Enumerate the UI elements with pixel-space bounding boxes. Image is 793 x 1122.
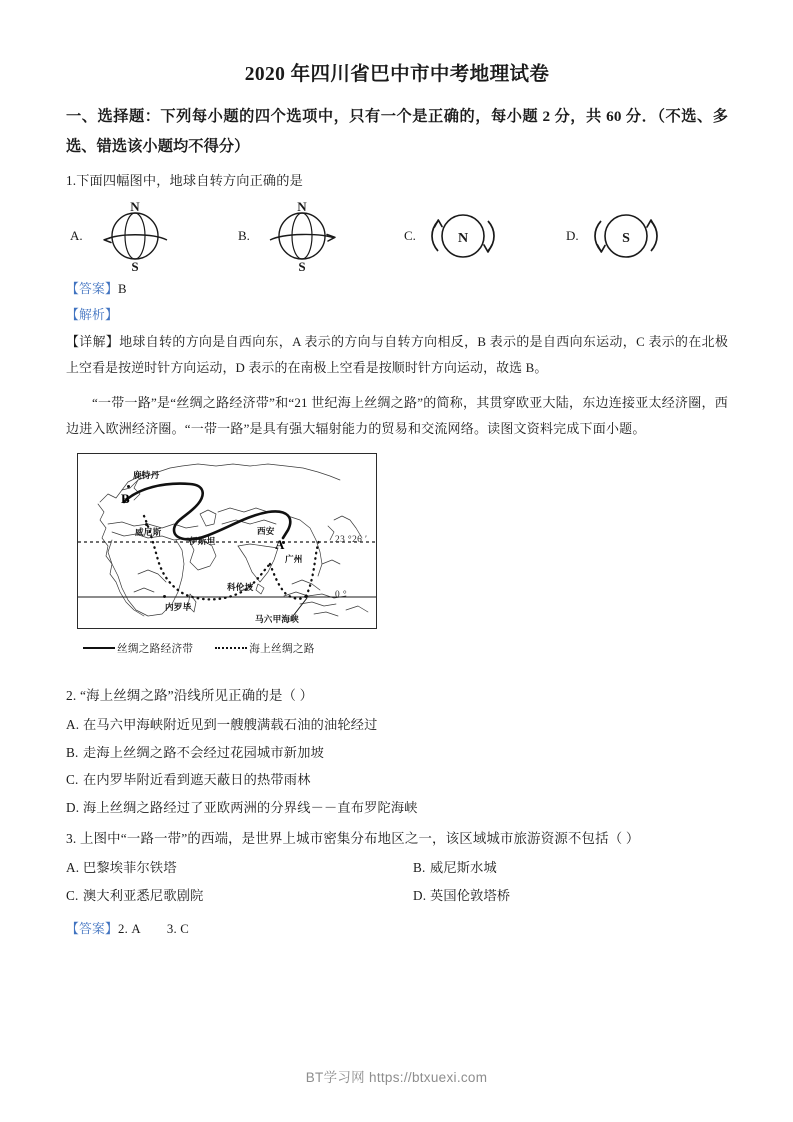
page-content [66,58,728,942]
question-3-options [66,854,728,910]
legend-solid-line-icon [83,647,115,649]
answer-value-q2: 2. A [118,921,141,936]
option-text: 巴黎埃菲尔铁塔 [83,859,177,875]
question-2-options [66,711,728,823]
analysis-tag: 【解析】 [66,307,118,322]
option-label: C. [66,772,79,788]
globe-a-north-label: N [129,198,140,214]
reading-passage: “一带一路”是“丝绸之路经济带”和“21 世纪海上丝绸之路”的简称，其贯穿欧亚大陆，东边连接亚太经济圈，西边进入欧洲经济圈。“一带一路”是具有强大辐射能力的贸易和交流网络。读图文资料完成下面小题。 [66,394,728,437]
map-label-rotterdam: 鹿特丹 [133,470,160,481]
map-label-nairobi: 内罗毕 [165,602,192,613]
option-label: C. [66,887,79,903]
map-marker-a: A [275,537,285,553]
section-heading: 一、选择题：下列每小题的四个选项中，只有一个是正确的，每小题 2 分，共 60 分．（不选、多选、错选该小题均不得分） [66,108,728,155]
option-text: 威尼斯水城 [430,859,497,875]
question-3-option-c[interactable] [66,882,397,910]
question-1-stem: 1.下面四幅图中，地球自转方向正确的是 [66,173,303,189]
map-graphic [78,454,376,628]
globe-diagram-b [254,198,350,274]
footer-watermark: BT学习网 https://btxuexi.com [305,1070,488,1085]
question-1-answer [66,276,728,302]
question-3-option-d[interactable] [397,882,728,910]
option-label: D. [66,800,80,816]
page-title: 2020 年四川省巴中市中考地理试卷 [244,64,550,85]
question-2-option-d[interactable] [66,794,728,822]
option-label: A. [66,859,80,875]
question-2-stem: 2. “海上丝绸之路”沿线所见正确的是（ ） [66,688,314,704]
answer-value: B [118,281,127,296]
map-label-venice: 威尼斯 [135,527,162,538]
legend-item-belt [83,641,193,656]
question-3-option-a[interactable] [66,854,397,882]
questions-2-3-answers [66,916,728,942]
latitude-label-equator: 0 ° [335,590,347,601]
polar-diagram-d [583,198,669,274]
latitude-label-tropic: 23 °26 ′ [335,535,368,546]
option-text: 海上丝绸之路经过了亚欧两洲的分界线－－直布罗陀海峡 [83,800,418,816]
detail-text: 地球自转的方向是自西向东，A 表示的方向与自转方向相反，B 表示的是自西向东运动，C 表示的在北极上空看是按逆时针方向运动，D 表示的在南极上空看是按顺时针方向运动，故选 B。 [66,335,728,375]
question-1-explanation [66,330,728,382]
globe-b-south-label: S [298,258,306,274]
globe-diagram-a [87,198,183,274]
question-2-option-c[interactable] [66,766,728,794]
map-label-malacca-strait: 马六甲海峡 [255,614,299,625]
option-label: A. [66,716,80,732]
legend-label-belt: 丝绸之路经济带 [117,643,194,655]
legend-dotted-line-icon [215,647,247,649]
option-label: D. [413,887,427,903]
figure-option-c [404,198,506,274]
figure-option-b [238,198,350,274]
belt-and-road-map [77,453,393,675]
polar-diagram-c [420,198,506,274]
option-label: B. [413,859,426,875]
figure-label-a: A. [70,227,83,243]
figure-label-d: D. [566,227,579,243]
option-label: B. [66,744,79,760]
option-text: 走海上丝绸之路不会经过花园城市新加坡 [83,744,324,760]
polar-d-center-label: S [621,230,630,246]
figure-label-c: C. [404,227,416,243]
answer-value-q3: 3. C [166,921,189,936]
map-label-xian: 西安 [257,526,275,537]
globe-a-south-label: S [131,258,139,274]
figure-option-a [70,198,183,274]
question-3-stem: 3. 上图中“一路一带”的西端，是世界上城市密集分布地区之一，该区域城市旅游资源不包括（ ） [66,831,640,847]
option-text: 在内罗毕附近看到遮天蔽日的热带雨林 [83,772,311,788]
legend-item-maritime [215,641,314,656]
question-1-analysis-tag-row [66,302,728,328]
map-label-guangzhou: 广州 [285,554,303,565]
option-text: 在马六甲海峡附近见到一艘艘满载石油的油轮经过 [83,716,378,732]
option-text: 英国伦敦塔桥 [430,887,511,903]
map-legend [83,639,383,657]
question-3-option-b[interactable] [397,854,728,882]
figure-label-b: B. [238,227,250,243]
map-frame [77,453,377,629]
polar-c-center-label: N [457,230,468,246]
option-text: 澳大利亚悉尼歌剧院 [83,887,204,903]
map-label-istanbul: 伊斯坦 [189,536,216,547]
detail-tag: 【详解】 [66,335,120,350]
legend-label-maritime: 海上丝绸之路 [249,643,315,655]
question-2-option-a[interactable] [66,711,728,739]
answer-tag: 【答案】 [66,281,118,296]
question-1-figures [66,198,728,274]
question-2-option-b[interactable] [66,739,728,767]
map-marker-b: B [121,491,130,507]
figure-option-d [566,198,669,274]
map-label-colombo: 科伦坡 [227,582,254,593]
answer-tag: 【答案】 [66,921,118,936]
globe-b-north-label: N [297,198,307,214]
